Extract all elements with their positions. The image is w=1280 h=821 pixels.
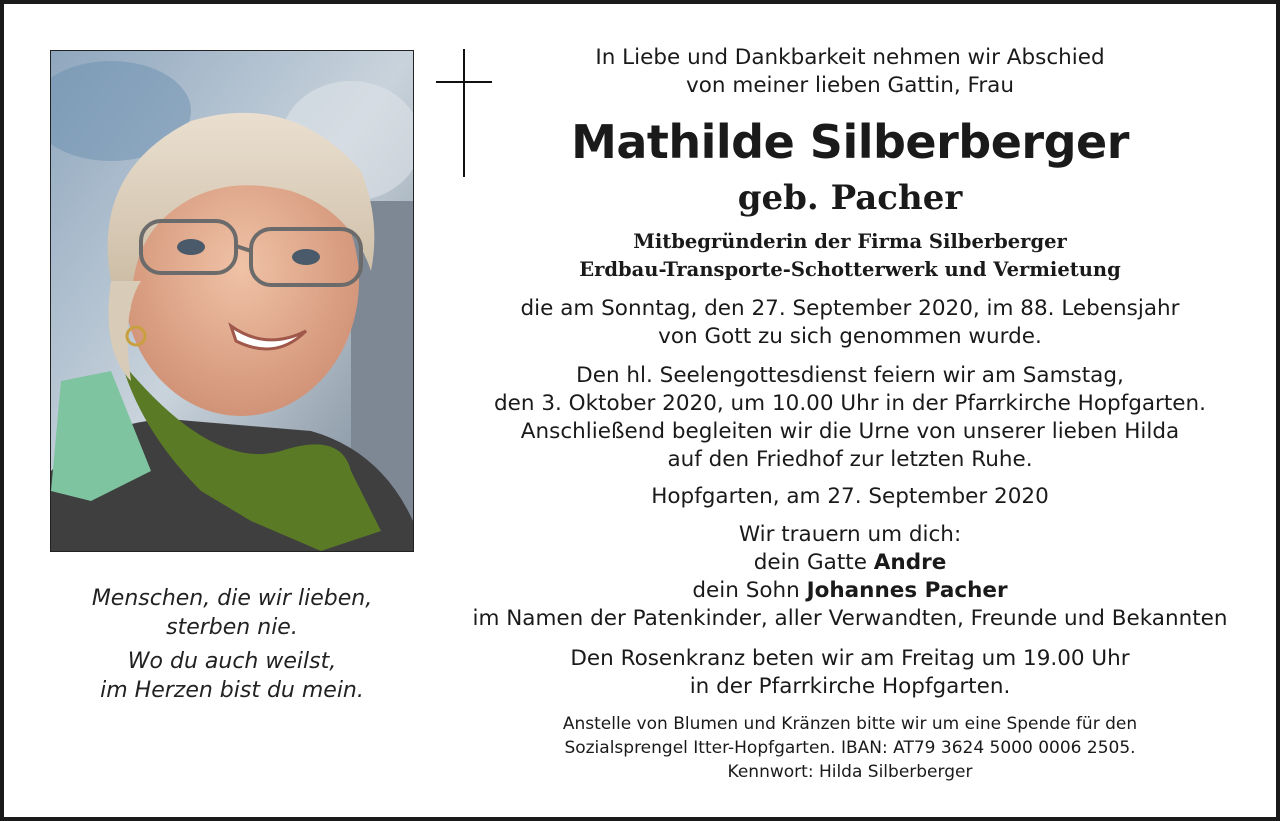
portrait-image bbox=[51, 51, 413, 551]
quote-line: Menschen, die wir lieben, bbox=[91, 586, 373, 611]
mourners-heading: Wir trauern um dich: bbox=[738, 522, 962, 547]
deceased-name: Mathilde Silberberger bbox=[571, 115, 1129, 169]
mourners-others: im Namen der Patenkinder, aller Verwandten, Freunde und Bekannten bbox=[472, 606, 1228, 631]
intro-text: In Liebe und Dankbarkeit nehmen wir Abschied von meiner lieben Gattin, Frau bbox=[595, 45, 1105, 98]
donation-text: Anstelle von Blumen und Kränzen bitte wir um eine Spende für den Sozialsprengel Itter-Hopfgarten. IBAN: AT79 3624 5000 0006 2505. Kennwort: Hilda Silberberger bbox=[562, 714, 1138, 782]
maiden-name: geb. Pacher bbox=[737, 178, 963, 218]
mourner-son: dein Sohn Johannes Pacher bbox=[692, 578, 1008, 603]
company-text: Mitbegründerin der Firma Silberberger Erdbau-Transporte-Schotterwerk und Vermietung bbox=[579, 230, 1121, 281]
portrait-photo bbox=[50, 50, 414, 552]
quote-line: sterben nie. bbox=[166, 615, 298, 640]
mourner-husband: dein Gatte Andre bbox=[753, 550, 947, 575]
place-date: Hopfgarten, am 27. September 2020 bbox=[651, 484, 1049, 509]
quote-block bbox=[44, 584, 420, 642]
rosary-text: Den Rosenkranz beten wir am Freitag um 19.00 Uhr in der Pfarrkirche Hopfgarten. bbox=[570, 646, 1130, 699]
quote-line: Wo du auch weilst, bbox=[127, 649, 337, 674]
mourners-block bbox=[444, 521, 1256, 633]
death-text: die am Sonntag, den 27. September 2020, im 88. Lebensjahr von Gott zu sich genommen wurde. bbox=[520, 296, 1180, 349]
service-text: Den hl. Seelengottesdienst feiern wir am Samstag, den 3. Oktober 2020, um 10.00 Uhr in der Pfarrkirche Hopfgarten. Anschließend begleiten wir die Urne von unserer lieben Hilda auf den Friedhof zur letzten Ruhe. bbox=[493, 363, 1206, 472]
quote-block bbox=[44, 647, 420, 705]
quote-line: im Herzen bist du mein. bbox=[100, 678, 364, 703]
